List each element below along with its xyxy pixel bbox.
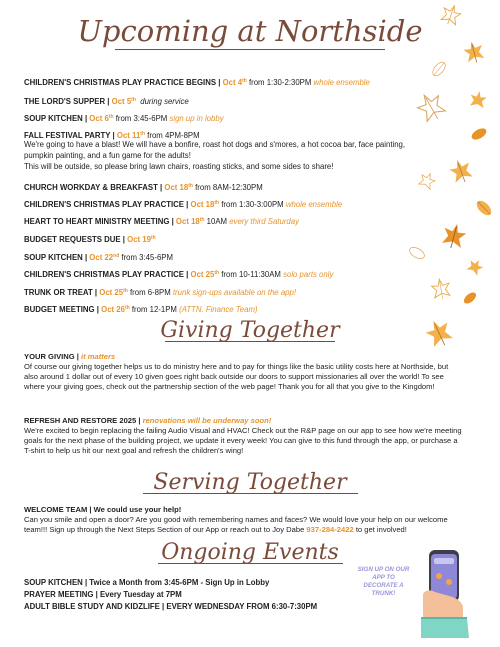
event-line: TRUNK OR TREAT | Oct 25th from 6-8PM trunk sign-ups available on the app! bbox=[24, 288, 296, 297]
autumn-leaf-icon bbox=[467, 122, 492, 147]
serving-heading bbox=[0, 470, 500, 494]
autumn-leaf-icon bbox=[459, 287, 482, 310]
event-line: CHILDREN'S CHRISTMAS PLAY PRACTICE | Oct 18th from 1:30-3:00PM whole ensemble bbox=[24, 200, 343, 209]
autumn-leaf-icon bbox=[463, 255, 488, 280]
festival-desc-2: pumpkin painting, and a fun game for the adults! bbox=[24, 151, 191, 160]
refresh-block: REFRESH AND RESTORE 2025 | renovations will be underway soon! We're excited to begin replacing the failing Audio Visual and HVAC! Check out the R&P page on our app to see how we're meeting goals for the next phase of the building project, we update it every week! You can give to this fund through the app, or purchase a T-shirt to help us hit our next goal and refresh the children's wing! bbox=[24, 416, 464, 456]
autumn-leaf-icon bbox=[466, 88, 489, 111]
autumn-leaf-icon bbox=[444, 154, 477, 187]
event-line: HEART TO HEART MINISTRY MEETING | Oct 18th 10AM every third Saturday bbox=[24, 217, 299, 226]
autumn-leaf-icon bbox=[470, 194, 498, 222]
upcoming-heading-text: Upcoming at Northside bbox=[77, 14, 423, 48]
giving-heading-text: Giving Together bbox=[160, 318, 340, 343]
welcome-team-text: Can you smile and open a door? Are you good with remembering names and faces? We would love your help on our welcome team!!! Sign up through the Next Steps Section of our App or reach out to Joy Dabe 937-284-2422 to get involved! bbox=[24, 515, 448, 534]
event-line: FALL FESTIVAL PARTY | Oct 11th from 4PM-8PM bbox=[24, 131, 200, 140]
event-line: BUDGET MEETING | Oct 26th from 12-1PM (ATTN. Finance Team) bbox=[24, 305, 258, 314]
event-line: SOUP KITCHEN | Oct 22nd from 3:45-6PM bbox=[24, 253, 173, 262]
autumn-leaf-icon bbox=[437, 219, 471, 253]
ongoing-item: PRAYER MEETING | Every Tuesday at 7PM bbox=[24, 590, 182, 599]
event-line: CHILDREN'S CHRISTMAS PLAY PRACTICE BEGINS | Oct 4th from 1:30-2:30PM whole ensemble bbox=[24, 78, 370, 87]
ongoing-item: SOUP KITCHEN | Twice a Month from 3:45-6PM - Sign Up in Lobby bbox=[24, 578, 270, 587]
event-line: CHILDREN'S CHRISTMAS PLAY PRACTICE | Oct 25th from 10-11:30AM solo parts only bbox=[24, 270, 334, 279]
autumn-leaf-icon bbox=[411, 87, 452, 128]
festival-desc-1: We're going to have a blast! We will have a bonfire, roast hot dogs and s'mores, a hot cocoa bar, face painting, bbox=[24, 140, 406, 149]
heading-underline bbox=[115, 49, 385, 50]
ongoing-item: ADULT BIBLE STUDY AND KIDZLIFE | EVERY WEDNESDAY FROM 6:30-7:30PM bbox=[24, 602, 318, 611]
your-giving-block: YOUR GIVING | it matters Of course our giving together helps us to do ministry here and to pay for things like the basic utility costs here at Northside, but also around 1 dollar out of every 10 given goes right back outside our doors to support missionaries all over the world! To see where your giving goes, check out the partnership section of the web page! Thank you for all that you give to the Kingdom! bbox=[24, 352, 464, 392]
event-line: CHURCH WORKDAY & BREAKFAST | Oct 18th from 8AM-12:30PM bbox=[24, 183, 263, 192]
welcome-team-block: WELCOME TEAM | We could use your help! Can you smile and open a door? Are you good with remembering names and faces? We would love your help on our welcome team!!! Sign up through the Next Steps Section of our App or reach out to Joy Dabe 937-284-2422 to get involved! bbox=[24, 505, 464, 535]
trunk-promo-text: SIGN UP ON OUR APP TO DECORATE A TRUNK! bbox=[357, 566, 410, 597]
autumn-leaf-icon bbox=[405, 241, 430, 266]
ongoing-heading-text: Ongoing Events bbox=[161, 540, 339, 565]
event-line: BUDGET REQUESTS DUE | Oct 19th bbox=[24, 235, 156, 244]
phone-in-hand-illustration bbox=[419, 548, 479, 645]
serving-heading-text: Serving Together bbox=[153, 470, 347, 495]
refresh-text: We're excited to begin replacing the failing Audio Visual and HVAC! Check out the R&P page on our app to see how we're meeting goals for the next phase of the building project, we update it every week! You can give to this fund through the app, or purchase a T-shirt to help us hit our next goal and refresh the children's wing! bbox=[24, 426, 462, 455]
autumn-leaf-icon bbox=[428, 276, 453, 301]
upcoming-heading bbox=[0, 14, 500, 50]
festival-desc-3: This will be outside, so please bring lawn chairs, roasting sticks, and some sides to share! bbox=[24, 162, 334, 171]
autumn-leaf-icon bbox=[426, 56, 451, 81]
autumn-leaf-icon bbox=[415, 169, 439, 193]
event-line: SOUP KITCHEN | Oct 6th from 3:45-6PM sign up in lobby bbox=[24, 114, 224, 123]
event-line: THE LORD'S SUPPER | Oct 5th during service bbox=[24, 97, 189, 106]
your-giving-text: Of course our giving together helps us to do ministry here and to pay for things like the basic utility costs here at Northside, but also around 1 dollar out of every 10 given goes right back outside our doors to support missionaries all over the world! To see where your giving goes, check out the partnership section of the web page! Thank you for all that you give to the Kingdom! bbox=[24, 362, 449, 391]
